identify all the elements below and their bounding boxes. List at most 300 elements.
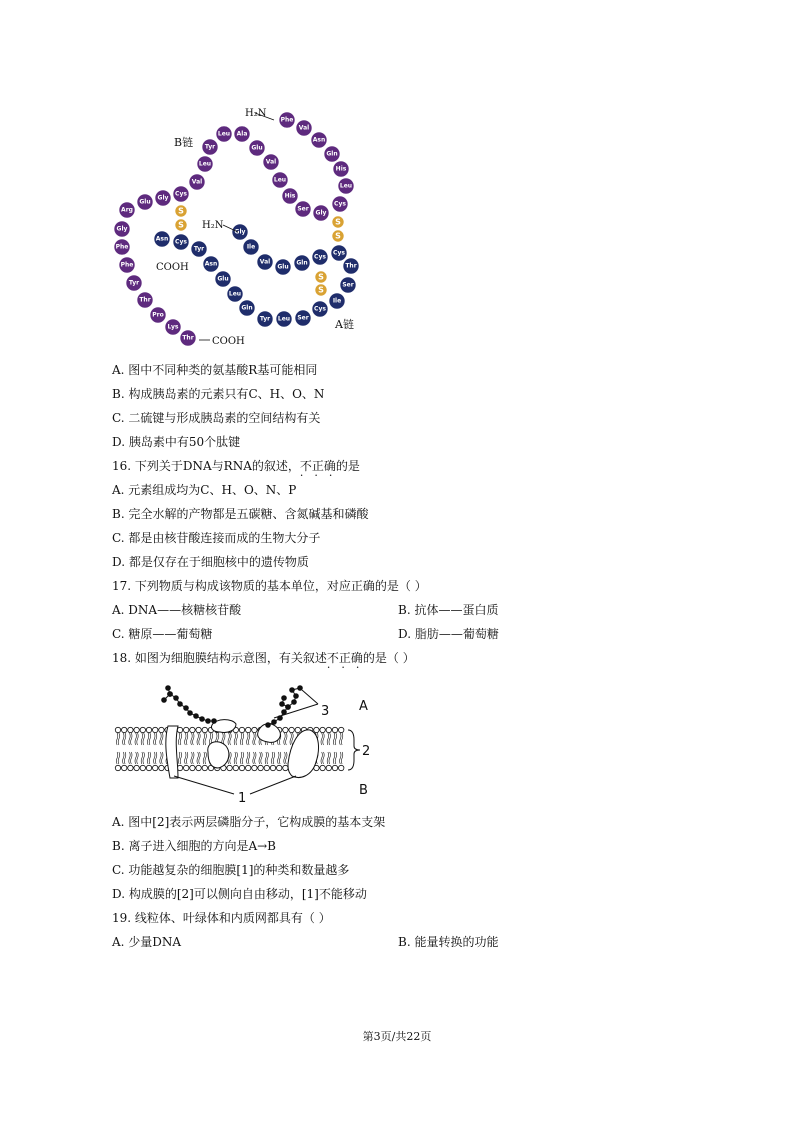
fatty-acid-tail [135, 733, 136, 745]
pointer-3 [302, 690, 318, 704]
fatty-acid-tail [278, 752, 279, 764]
transmembrane-protein-right [288, 730, 318, 778]
phospholipid-head [258, 765, 263, 770]
fatty-acid-tail [341, 752, 342, 764]
phospholipid-head [177, 727, 182, 732]
b-chain-residue-8-label: Gly [315, 209, 327, 217]
phospholipid-head [283, 765, 288, 770]
b-chain-residue-5 [333, 161, 349, 177]
b-chain-residue-7 [332, 196, 348, 212]
label-2: 2 [362, 744, 371, 759]
fatty-acid-tail [131, 733, 132, 745]
a-chain-residue-13-label: Leu [277, 315, 291, 323]
phospholipid-head [122, 727, 127, 732]
fatty-acid-tail [224, 733, 225, 745]
fatty-acid-tail [199, 733, 200, 745]
b-chain-residue-29 [165, 319, 181, 335]
q18-stem [112, 650, 415, 666]
a-chain-residue-4 [275, 259, 291, 275]
glycolipid-branch-left-sugar [166, 686, 171, 691]
b-chain-residue-15-label: Leu [217, 130, 231, 138]
q18-stem-emphasis: 不正确 · · · [327, 651, 363, 665]
a-chain-residue-21-label: Asn [155, 235, 169, 243]
b-chain-residue-8 [313, 205, 329, 221]
b-chain-residue-17-label: Leu [198, 160, 212, 168]
b-chain-residue-15 [216, 126, 232, 142]
disulfide-sulfur-2-label: S [178, 220, 184, 230]
b-chain-residue-26 [126, 275, 142, 291]
a-chain-residue-10 [329, 293, 345, 309]
glycolipid-chain-left-sugar [188, 711, 193, 716]
phospholipid-head [115, 727, 120, 732]
q19-stem: 19. 线粒体、叶绿体和内质网都具有（ ） [112, 911, 331, 925]
fatty-acid-tail [149, 733, 150, 745]
fatty-acid-tail [236, 752, 237, 764]
fatty-acid-tail [185, 752, 186, 764]
fatty-acid-tail [141, 733, 142, 745]
glycoprotein-chain-right-sugar [292, 700, 297, 705]
fatty-acid-tail [199, 752, 200, 764]
b-chain-residue-21-label: Glu [139, 198, 151, 206]
fatty-acid-tail [340, 752, 341, 764]
b-chain-residue-27 [137, 292, 153, 308]
a-chain-label: A链 [335, 318, 354, 331]
q16-option-b: B. 完全水解的产物都是五碳糖、含氮碱基和磷酸 [112, 507, 369, 521]
a-chain-n-terminus: H₂N [202, 220, 224, 231]
phospholipid-head [202, 765, 207, 770]
disulfide-sulfur-4-label: S [335, 231, 341, 241]
fatty-acid-tail [286, 752, 287, 764]
fatty-acid-tail [141, 752, 142, 764]
fatty-acid-tail [261, 752, 262, 764]
fatty-acid-tail [234, 733, 235, 745]
glycoprotein-chain-right-sugar [298, 686, 303, 691]
fatty-acid-tail [329, 733, 330, 745]
b-chain-residue-22 [119, 202, 135, 218]
q15-option-a: A. 图中不同种类的氨基酸R基可能相同 [112, 363, 318, 377]
b-chain-residue-11 [272, 172, 288, 188]
b-chain-residue-27-label: Thr [139, 296, 151, 304]
label-3: 3 [321, 704, 330, 719]
fatty-acid-tail [131, 752, 132, 764]
b-chain-residue-23-label: Gly [116, 225, 128, 233]
fatty-acid-tail [118, 733, 119, 745]
disulfide-sulfur-2 [175, 219, 187, 231]
phospholipid-head [239, 765, 244, 770]
b-chain-residue-2-label: Val [298, 124, 310, 132]
fatty-acid-tail [197, 733, 198, 745]
phospholipid-head [283, 727, 288, 732]
phospholipid-head [153, 765, 158, 770]
fatty-acid-tail [186, 752, 187, 764]
glycolipid-chain-left-sugar [194, 714, 199, 719]
phospholipid-head [190, 765, 195, 770]
fatty-acid-tail [333, 733, 334, 745]
phospholipid-head [134, 727, 139, 732]
phospholipid-head [320, 727, 325, 732]
fatty-acid-tail [135, 752, 136, 764]
disulfide-sulfur-3 [332, 216, 344, 228]
phospholipid-head [153, 727, 158, 732]
fatty-acid-tail [273, 752, 274, 764]
fatty-acid-tail [242, 733, 243, 745]
fatty-acid-tail [265, 752, 266, 764]
fatty-acid-tail [193, 752, 194, 764]
phospholipid-head [146, 765, 151, 770]
fatty-acid-tail [160, 733, 161, 745]
q16-stem-emphasis: 不正确 · · · [300, 459, 336, 473]
a-chain-residue-19 [191, 241, 207, 257]
q17-option-a: A. DNA——核糖核苷酸 [112, 603, 242, 617]
phospholipid-head [128, 727, 133, 732]
fatty-acid-tail [185, 733, 186, 745]
phospholipid-head [326, 765, 331, 770]
cell-membrane-figure [112, 680, 382, 806]
fatty-acid-tail [329, 752, 330, 764]
fatty-acid-tail [230, 752, 231, 764]
fatty-acid-tail [284, 752, 285, 764]
glycoprotein-chain-right-sugar [282, 710, 287, 715]
b-chain-residue-10-label: His [284, 192, 296, 200]
label-1: 1 [238, 791, 247, 806]
q18-option-b: B. 离子进入细胞的方向是A→B [112, 839, 276, 853]
a-chain-residue-8-label: Thr [345, 262, 357, 270]
b-chain-residue-26-label: Tyr [128, 279, 140, 287]
b-chain-residue-19 [173, 186, 189, 202]
b-chain-residue-14 [234, 126, 250, 142]
q15-option-d: D. 胰岛素中有50个肽键 [112, 435, 241, 449]
b-chain-residue-6-label: Leu [339, 182, 353, 190]
glycoprotein-branch-right-sugar [280, 702, 285, 707]
fatty-acid-tail [162, 752, 163, 764]
phospholipid-head [196, 727, 201, 732]
b-chain-residue-7-label: Cys [334, 200, 346, 208]
fatty-acid-tail [147, 752, 148, 764]
fatty-acid-tail [335, 733, 336, 745]
phospholipid-head [140, 765, 145, 770]
b-chain-residue-1 [279, 112, 295, 128]
a-chain-residue-4-label: Glu [277, 263, 289, 271]
a-chain-residue-20-label: Cys [175, 238, 187, 246]
b-chain-residue-3-label: Asn [312, 136, 326, 144]
glycoprotein-chain-right-sugar [294, 694, 299, 699]
glycolipid-branch-left-sugar [168, 692, 173, 697]
q16-stem-end: 的是 [335, 459, 360, 473]
fatty-acid-tail [162, 733, 163, 745]
phospholipid-head [146, 727, 151, 732]
b-chain-n-terminus: H₂N [245, 108, 267, 119]
a-chain-residue-14-label: Tyr [259, 315, 271, 323]
fatty-acid-tail [205, 752, 206, 764]
fatty-acid-tail [143, 752, 144, 764]
q15-option-b: B. 构成胰岛素的元素只有C、H、O、N [112, 387, 325, 401]
a-chain-residue-11-label: Cys [314, 305, 326, 313]
q19-option-a: A. 少量DNA [112, 935, 182, 949]
b-chain-residue-24-label: Phe [115, 243, 129, 251]
glycolipid-chain-left-sugar [184, 706, 189, 711]
q19-option-b: B. 能量转换的功能 [398, 935, 499, 949]
fatty-acid-tail [321, 752, 322, 764]
a-chain-residue-13 [276, 311, 292, 327]
b-chain-residue-18-label: Val [191, 178, 203, 186]
a-chain-residue-2 [243, 239, 259, 255]
b-chain-residue-5-label: His [335, 165, 347, 173]
a-chain-residue-17 [215, 271, 231, 287]
b-chain-residue-14-label: Ala [236, 130, 248, 138]
a-chain-residue-7-label: Cys [333, 249, 345, 257]
phospholipid-head [332, 765, 337, 770]
fatty-acid-tail [247, 733, 248, 745]
fatty-acid-tail [240, 752, 241, 764]
fatty-acid-tail [155, 752, 156, 764]
fatty-acid-tail [253, 752, 254, 764]
b-chain-residue-21 [137, 194, 153, 210]
fatty-acid-tail [191, 733, 192, 745]
fatty-acid-tail [248, 752, 249, 764]
phospholipid-head [314, 727, 319, 732]
a-chain-residue-3-label: Val [259, 258, 271, 266]
b-chain-residue-19-label: Cys [175, 190, 187, 198]
b-chain-residue-30 [180, 330, 196, 346]
disulfide-sulfur-6-label: S [318, 285, 324, 295]
b-chain-residue-11-label: Leu [273, 176, 287, 184]
fatty-acid-tail [160, 752, 161, 764]
b-chain-residue-28 [150, 307, 166, 323]
a-chain-residue-1-label: Gly [234, 228, 246, 236]
a-chain-residue-16 [227, 286, 243, 302]
fatty-acid-tail [255, 752, 256, 764]
phospholipid-head [277, 765, 282, 770]
a-chain-residue-7 [331, 245, 347, 261]
fatty-acid-tail [247, 752, 248, 764]
fatty-acid-tail [123, 733, 124, 745]
q18-stem-end: 的是（ ） [362, 651, 415, 665]
a-chain-residue-21 [154, 231, 170, 247]
b-chain-residue-12 [263, 154, 279, 170]
a-chain-residue-11 [312, 301, 328, 317]
fatty-acid-tail [321, 733, 322, 745]
phospholipid-head [190, 727, 195, 732]
fatty-acid-tail [193, 733, 194, 745]
q16-stem-start: 16. 下列关于DNA与RNA的叙述， [112, 459, 300, 473]
phospholipid-head [289, 727, 294, 732]
disulfide-sulfur-6 [315, 284, 327, 296]
a-chain-residue-14 [257, 311, 273, 327]
q17-option-c: C. 糖原——葡萄糖 [112, 627, 213, 641]
fatty-acid-tail [228, 733, 229, 745]
fatty-acid-tail [248, 733, 249, 745]
fatty-acid-tail [327, 752, 328, 764]
phospholipid-head [115, 765, 120, 770]
fatty-acid-tail [341, 733, 342, 745]
phospholipid-head [159, 727, 164, 732]
fatty-acid-tail [180, 752, 181, 764]
q16-option-d: D. 都是仅存在于细胞核中的遗传物质 [112, 555, 309, 569]
b-chain-residue-25-label: Phe [120, 261, 134, 269]
a-chain-residue-10-label: Ile [332, 297, 342, 305]
a-chain-residue-17-label: Glu [217, 275, 229, 283]
a-chain [154, 224, 359, 327]
phospholipid-head [339, 727, 344, 732]
b-chain-residue-12-label: Val [265, 158, 277, 166]
glycoprotein-chain-right-sugar [290, 688, 295, 693]
fatty-acid-tail [178, 752, 179, 764]
glycolipid-branch-left-sugar [162, 698, 167, 703]
a-chain-residue-18-label: Asn [204, 260, 218, 268]
b-chain-residue-4-label: Gln [326, 150, 338, 158]
fatty-acid-tail [197, 752, 198, 764]
disulfide-sulfur-3-label: S [335, 217, 341, 227]
fatty-acid-tail [147, 733, 148, 745]
a-chain-residue-15 [239, 300, 255, 316]
q15-option-c: C. 二硫键与形成胰岛素的空间结构有关 [112, 411, 321, 425]
pointer-1a [174, 776, 234, 794]
fatty-acid-tail [137, 733, 138, 745]
phospholipid-head [184, 727, 189, 732]
fatty-acid-tail [205, 733, 206, 745]
b-chain-label: B链 [174, 136, 194, 149]
pointer-1b [250, 776, 296, 794]
fatty-acid-tail [124, 733, 125, 745]
fatty-acid-tail [154, 733, 155, 745]
a-chain-residue-16-label: Leu [228, 290, 242, 298]
fatty-acid-tail [279, 752, 280, 764]
a-chain-residue-9-label: Ser [342, 281, 354, 289]
glycoprotein-chain-right-sugar [266, 723, 271, 728]
fatty-acid-tail [178, 733, 179, 745]
phospholipid-head [233, 765, 238, 770]
fatty-acid-tail [240, 733, 241, 745]
fatty-acid-tail [137, 752, 138, 764]
a-chain-residue-2-label: Ile [246, 243, 256, 251]
fatty-acid-tail [253, 733, 254, 745]
fatty-acid-tail [118, 752, 119, 764]
phospholipid-head [122, 765, 127, 770]
b-chain-residue-9 [295, 201, 311, 217]
q18-option-c: C. 功能越复杂的细胞膜[1]的种类和数量越多 [112, 863, 350, 877]
fatty-acid-tail [203, 733, 204, 745]
glycoprotein-branch-right-sugar [282, 696, 287, 701]
fatty-acid-tail [155, 733, 156, 745]
b-chain-residue-6 [338, 178, 354, 194]
fatty-acid-tail [186, 733, 187, 745]
disulfide-sulfur-5 [315, 271, 327, 283]
fatty-acid-tail [116, 752, 117, 764]
fatty-acid-tail [123, 752, 124, 764]
phospholipid-head [184, 765, 189, 770]
phospholipid-head [320, 765, 325, 770]
disulfide-sulfur-1 [175, 205, 187, 217]
b-chain-residue-13-label: Glu [251, 144, 263, 152]
a-chain-c-terminus: COOH [156, 262, 189, 273]
fatty-acid-tail [290, 733, 291, 745]
phospholipid-head [128, 765, 133, 770]
b-chain-residue-28-label: Pro [152, 311, 164, 319]
fatty-acid-tail [236, 733, 237, 745]
embedded-protein-middle [208, 742, 229, 768]
a-chain-residue-8 [343, 258, 359, 274]
b-chain-residue-4 [324, 146, 340, 162]
b-chain-residue-13 [249, 140, 265, 156]
fatty-acid-tail [255, 733, 256, 745]
q17-option-d: D. 脂肪——葡萄糖 [398, 627, 499, 641]
fatty-acid-tail [267, 752, 268, 764]
fatty-acid-tail [180, 733, 181, 745]
fatty-acid-tail [333, 752, 334, 764]
fatty-acid-tail [116, 733, 117, 745]
b-chain-residue-23 [114, 221, 130, 237]
fatty-acid-tail [323, 752, 324, 764]
fatty-acid-tail [259, 752, 260, 764]
fatty-acid-tail [242, 752, 243, 764]
phospholipid-head [246, 727, 251, 732]
a-chain-residue-19-label: Tyr [193, 245, 205, 253]
phospholipid-head [252, 765, 257, 770]
a-chain-residue-6 [312, 249, 328, 265]
b-chain-residue-20-label: Gly [157, 194, 169, 202]
fatty-acid-tail [143, 733, 144, 745]
phospholipid-head [326, 727, 331, 732]
fatty-acid-tail [323, 733, 324, 745]
a-chain-residue-18 [203, 256, 219, 272]
q18-option-a: A. 图中[2]表示两层磷脂分子，它构成膜的基本支架 [112, 815, 386, 829]
a-chain-residue-20 [173, 234, 189, 250]
phospholipid-head [295, 727, 300, 732]
q17-stem: 17. 下列物质与构成该物质的基本单位，对应正确的是（ ） [112, 579, 427, 593]
q16-stem [112, 458, 360, 474]
glycolipid-chain-left-sugar [212, 719, 217, 724]
fatty-acid-tail [327, 733, 328, 745]
glycoprotein-branch-right-sugar [286, 705, 291, 710]
phospholipid-head [227, 765, 232, 770]
fatty-acid-tail [203, 752, 204, 764]
fatty-acid-tail [154, 752, 155, 764]
a-chain-residue-3 [257, 254, 273, 270]
phospholipid-head [134, 765, 139, 770]
q16-option-c: C. 都是由核苷酸连接而成的生物大分子 [112, 531, 321, 545]
b-chain-residue-29-label: Lys [167, 323, 179, 331]
glycolipid-chain-left-sugar [206, 719, 211, 724]
phospholipid-head [332, 727, 337, 732]
b-chain-residue-16-label: Tyr [204, 143, 216, 151]
fatty-acid-tail [286, 733, 287, 745]
q17-option-b: B. 抗体——蛋白质 [398, 603, 499, 617]
phospholipid-head [196, 765, 201, 770]
b-chain-residue-1-label: Phe [280, 116, 294, 124]
b-chain-residue-10 [282, 188, 298, 204]
b-chain-residue-9-label: Ser [297, 205, 309, 213]
fatty-acid-tail [191, 752, 192, 764]
b-chain-residue-17 [197, 156, 213, 172]
a-chain-residue-12-label: Ser [297, 314, 309, 322]
a-chain-residue-1 [232, 224, 248, 240]
phospholipid-head [159, 765, 164, 770]
b-chain-residue-20 [155, 190, 171, 206]
disulfide-sulfur-5-label: S [318, 272, 324, 282]
a-chain-residue-9 [340, 277, 356, 293]
phospholipid-head [252, 727, 257, 732]
bracket-2 [348, 730, 360, 770]
phospholipid-head [239, 727, 244, 732]
b-chain-residue-24 [114, 239, 130, 255]
fatty-acid-tail [129, 752, 130, 764]
a-chain-residue-12 [295, 310, 311, 326]
phospholipid-head [264, 765, 269, 770]
phospholipid-head [140, 727, 145, 732]
fatty-acid-tail [124, 752, 125, 764]
page-number: 第3页/共22页 [362, 1030, 432, 1043]
b-chain-residue-18 [189, 174, 205, 190]
